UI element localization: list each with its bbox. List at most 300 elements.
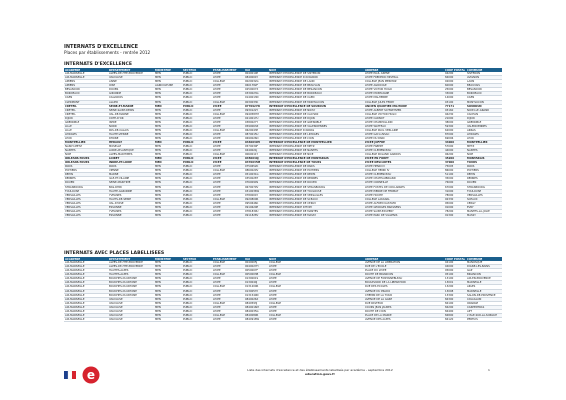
table-cell: GAP (466, 269, 502, 273)
table-cell: 33000 (444, 92, 466, 96)
table-cell: NORD (108, 124, 154, 128)
table-cell: LYCEE DU PARC (364, 136, 444, 140)
table-cell: PUBLIC (182, 96, 212, 100)
table-cell: LYCEE HENRI IV (364, 165, 444, 169)
table-cell: VAUCLUSE (108, 317, 154, 321)
table-cell: NICE (466, 153, 502, 157)
table-cell: INTERNAT D'EXCELLENCE DE GRENOBLE (268, 120, 364, 124)
table-cell: CRETEIL (64, 112, 108, 116)
table-cell: MEN (154, 305, 182, 309)
table-cell: INTERNAT D'EXCELLENCE DE MANTES (268, 209, 364, 213)
column-header: COMMUNE (466, 257, 502, 261)
table-cell: PUBLIC (182, 297, 212, 301)
table-cell: 0130001S (244, 277, 268, 281)
table-cell: INTERNAT D'EXCELLENCE DE SISTERON (268, 72, 364, 76)
table-cell: COLLEGE (212, 261, 244, 265)
table-cell: 0050007F (244, 269, 268, 273)
table-cell: INTERNAT D'EXCELLENCE DE TOULOUSE (268, 189, 364, 193)
table-cell: DIGNE-LES-BAINS (466, 265, 502, 269)
table-cell: 21000 (444, 116, 466, 120)
table-cell: ALLIER (108, 100, 154, 104)
table-cell: VAUCLUSE (108, 309, 154, 313)
table-cell: MOSELLE (108, 145, 154, 149)
table-cell: ESSONNE (108, 213, 154, 217)
table-cell: 31000 (444, 189, 466, 193)
table-cell: YVELINES (108, 193, 154, 197)
table-cell: MONTLUCON (466, 100, 502, 104)
table-cell: INTERNAT D'EXCELLENCE DE BESANCON (268, 88, 364, 92)
table-cell: MARSEILLE (466, 281, 502, 285)
table-cell: INTERNAT D'EXCELLENCE DE SOURDUN (268, 104, 364, 108)
table-cell: SCEAUX (466, 197, 502, 201)
table-cell: LYCEE CARNOT (364, 116, 444, 120)
table-cell: MEN (154, 201, 182, 205)
table-cell: 91300 (444, 213, 466, 217)
section-title-excellence: INTERNATS D'EXCELLENCE (64, 62, 133, 67)
column-header: CODE POSTAL (445, 68, 466, 72)
table-cell: GIRONDE (108, 92, 154, 96)
table-cell: INTERNAT D'EXCELLENCE DE STRASBOURG (268, 185, 364, 189)
table-cell: LYCEE (212, 277, 244, 281)
table-cell: PUBLIC (182, 80, 212, 84)
table-cell: LYCEE (212, 177, 244, 181)
table-cell: LYCEE CHATEAUBRIAND (364, 177, 444, 181)
table-cell: MONTPELLIER (64, 140, 108, 144)
table-cell: CHEMIN DE LA TOUR (364, 293, 444, 297)
table-cell: 44000 (444, 149, 466, 153)
column-header: SECTEUR (182, 257, 212, 261)
table-cell: VERSAILLES (64, 205, 108, 209)
section-title-labellisees: INTERNATS AVEC PLACES LABELLISEES (64, 251, 165, 256)
svg-text:e: e (86, 368, 96, 382)
table-cell: INTERNAT D'EXCELLENCE DE CERGY (268, 201, 364, 205)
table-cell: COLLEGE (212, 301, 244, 305)
table-cell: PUBLIC (182, 277, 212, 281)
table-cell: INTERNAT D'EXCELLENCE DE MONTPELLIER (268, 140, 364, 144)
table-cell: LYCEE FABERT (364, 145, 444, 149)
table-cell: PUBLIC (182, 72, 212, 76)
table-cell: MEN (154, 177, 182, 181)
table-cell: PUBLIC (182, 100, 212, 104)
table-cell: LYCEE HOCHE (364, 193, 444, 197)
table-cell: PUBLIC (182, 309, 212, 313)
page-number: 1 (488, 368, 490, 372)
table-cell: MEN (154, 261, 182, 265)
table-cell: LYCEE (212, 96, 244, 100)
table-cell: MEN (154, 297, 182, 301)
table-cell: PUBLIC (182, 313, 212, 317)
table-cell: HAUTES-ALPES (108, 269, 154, 273)
table-cell: 0131549N (244, 293, 268, 297)
table-cell: LYCEE (268, 297, 364, 301)
table-cell: 0840004Y (244, 76, 268, 80)
table-row (64, 317, 502, 321)
table-cell: PUBLIC (182, 161, 212, 165)
table-cell: ROUEN (64, 181, 108, 185)
table-cell: 95000 (444, 201, 466, 205)
table-cell: SEINE-ET-MARNE (108, 104, 154, 108)
table-cell: MEN (154, 96, 182, 100)
table-cell: LYCEE CLEMENCEAU (364, 149, 444, 153)
table-cell: AIX-EN-PROVENCE (466, 277, 502, 281)
column-header: ETABLISSEMENT (212, 68, 244, 72)
table-cell: 92330 (444, 197, 466, 201)
ministry-logos (64, 366, 102, 384)
table-cell: 69006 (444, 136, 466, 140)
table-cell: BORDEAUX (466, 92, 502, 96)
table-cell: LYCEE (212, 181, 244, 185)
table-cell: 0210017U (244, 116, 268, 120)
table-cell: PUBLIC (182, 317, 212, 321)
table-cell: 78000 (444, 193, 466, 197)
table-cell: LYCEE (212, 185, 244, 189)
table-cell: LYCEE (212, 201, 244, 205)
table-cell: MEN (154, 72, 182, 76)
table-cell: GRENOBLE (64, 120, 108, 124)
table-cell: MARSEILLE (466, 289, 502, 293)
table-cell: COLLEGE ROLAND GARROS (364, 153, 444, 157)
table-cell: VERSAILLES (64, 197, 108, 201)
table-cell: 0940587M (244, 112, 268, 116)
table-cell: PUBLIC (182, 84, 212, 88)
table-cell: AIX-MARSEILLE (64, 285, 108, 289)
table-cell: VIENNE (108, 169, 154, 173)
table-cell: 37000 (444, 161, 466, 165)
table-cell: 04000 (444, 265, 466, 269)
column-header: UAI (244, 68, 268, 72)
table-cell: LYCEE (268, 277, 364, 281)
table-cell: 13200 (444, 285, 466, 289)
table-cell: MARNE (108, 173, 154, 177)
table-cell: COLLEGE (212, 80, 244, 84)
table-cell: ARLES (466, 285, 502, 289)
table-cell: MEN (154, 317, 182, 321)
table-cell: COLLEGE (212, 313, 244, 317)
table-cell: ROUTE DE BRIANCON (364, 273, 444, 277)
table-cell: LYCEE ALBERT SCHWEITZER (364, 108, 444, 112)
column-header: COMMUNE (466, 68, 502, 72)
table-cell: AIX-MARSEILLE (64, 265, 108, 269)
table-cell: CLERMONT (64, 100, 108, 104)
table-cell: 84120 (444, 317, 466, 321)
table-cell: 91000 (444, 205, 466, 209)
table-cell: 77171 (444, 104, 466, 108)
table-cell: COLLEGE (268, 301, 364, 305)
table-cell: YVELINES (108, 209, 154, 213)
table-cell: MASSY (466, 213, 502, 217)
table-cell: LYCEE (212, 189, 244, 193)
column-header: ETABLISSEMENT (212, 257, 244, 261)
table-cell: LYON (64, 136, 108, 140)
table-cell: AVENUE DU PRADO (364, 289, 444, 293)
table-cell: 38000 (444, 120, 466, 124)
table-cell: MEN (154, 128, 182, 132)
table-cell: BESANCON (64, 88, 108, 92)
table-cell: 0450040J (244, 157, 268, 161)
table-cell: LYCEE (212, 293, 244, 297)
table-cell: MONTARGIS (466, 157, 502, 161)
table-cell: LILLE (64, 124, 108, 128)
table-cell: 76000 (444, 181, 466, 185)
table-cell: MEN (154, 145, 182, 149)
column-header: DEPARTEMENT (108, 68, 154, 72)
table-cell: VAUCLUSE (108, 305, 154, 309)
table-cell: INTERNAT D'EXCELLENCE DE NANTES (268, 149, 364, 153)
table-cell: 0920800R (244, 197, 268, 201)
table-cell: PUBLIC (182, 165, 212, 169)
table-cell: MEN (154, 213, 182, 217)
table-cell: MEN (154, 153, 182, 157)
table-cell: LYCEE (212, 297, 244, 301)
table-cell: PUBLIC (182, 112, 212, 116)
table-cell: LYCEE (212, 116, 244, 120)
table-cell: LYCEE MONTAIGNE (364, 92, 444, 96)
table-cell: MEN (154, 149, 182, 153)
table-cell: 0620043P (244, 128, 268, 132)
table-cell: LYCEE MALHERBE (364, 96, 444, 100)
table-cell: 0840035G (244, 309, 268, 313)
table-cell: AIX-MARSEILLE (64, 289, 108, 293)
table-cell: INTERNAT D'EXCELLENCE DE METZ (268, 145, 364, 149)
table-cell: PUBLIC (182, 185, 212, 189)
footer-url: education.gouv.fr (305, 372, 335, 376)
table-cell: INTERNAT D'EXCELLENCE DE RENNES (268, 177, 364, 181)
table-cell: COLLEGE VICTOR HUGO (364, 112, 444, 116)
table-cell: AVENUE DES ALPES (364, 317, 444, 321)
table-cell: BOUCHES-DU-RHONE (108, 285, 154, 289)
table-cell: MEN (154, 116, 182, 120)
table-cell: CAVAILLON (466, 297, 502, 301)
table-cell: COLLEGE (212, 169, 244, 173)
table-cell: VAL-D'OISE (108, 201, 154, 205)
table-cell: MEN (154, 193, 182, 197)
table-cell: ROUTE DE LYON (364, 309, 444, 313)
table-cell: AIX-MARSEILLE (64, 261, 108, 265)
table-cell: INTERNAT D'EXCELLENCE DE LAON (268, 80, 364, 84)
table-cell: PUBLIC (182, 289, 212, 293)
footer (200, 368, 440, 376)
table-cell: 0910620E (244, 205, 268, 209)
table-cell: PUBLIC (182, 173, 212, 177)
table-cell: LYON (466, 136, 502, 140)
labellisees-table (64, 257, 502, 322)
table-cell: COLLEGE (212, 197, 244, 201)
table-cell: PARIS (466, 165, 502, 169)
table-cell: VAUCLUSE (108, 301, 154, 305)
table-cell: 0570030F (244, 145, 268, 149)
table-cell: MEN (154, 197, 182, 201)
table-cell: STRASBOURG (466, 185, 502, 189)
table-cell: BOUCHES-DU-RHONE (108, 289, 154, 293)
table-cell: MEN (154, 281, 182, 285)
table-cell: AMIENS (64, 84, 108, 88)
table-cell: ORLEANS-TOURS (64, 157, 108, 161)
table-cell: 0340039H (244, 140, 268, 144)
table-cell: PUBLIC (182, 293, 212, 297)
table-cell: PAS-DE-CALAIS (108, 128, 154, 132)
table-cell: VAL-DE-MARNE (108, 112, 154, 116)
table-cell: HAUTS-DE-SEINE (108, 197, 154, 201)
table-cell: 0020032G (244, 80, 268, 84)
table-cell: 45200 (444, 157, 466, 161)
table-cell: PUBLIC (182, 132, 212, 136)
table-row (64, 213, 502, 217)
table-cell: AGRICULTURE (154, 84, 182, 88)
table-cell: ALPES-MARITIMES (108, 153, 154, 157)
table-cell: 0750652K (244, 165, 268, 169)
table-cell: PUBLIC (182, 157, 212, 161)
table-cell: 0510031G (244, 173, 268, 177)
table-cell: ILLE-ET-VILAINE (108, 177, 154, 181)
table-cell: L'ISLE-SUR-LA-SORGUE (466, 313, 502, 317)
column-header: MINISTERE (154, 68, 182, 72)
table-cell: LYCEE (212, 193, 244, 197)
table-cell: LYCEE VICTOR HUGO (364, 88, 444, 92)
table-cell: LYCEE DESCARTES (364, 161, 444, 165)
table-cell: INTERNAT D'EXCELLENCE D'EVRY (268, 205, 364, 209)
table-cell: 05000 (444, 269, 466, 273)
table-cell: PUBLIC (182, 153, 212, 157)
table-cell: LYCEE CHAMPOLLION (364, 120, 444, 124)
table-cell: BRIANCON (466, 273, 502, 277)
table-cell: TOURS (466, 161, 502, 165)
table-cell: VAUCLUSE (108, 313, 154, 317)
table-cell: 04200 (444, 72, 466, 76)
table-cell: 0950646K (244, 201, 268, 205)
table-cell: BORDEAUX (64, 92, 108, 96)
table-cell: CRETEIL (64, 108, 108, 112)
table-cell: LYCEE (268, 269, 364, 273)
table-cell: LYCEE GEORGES BRASSENS (364, 205, 444, 209)
table-cell: 0380027Y (244, 120, 268, 124)
table-cell: LYCEE (212, 289, 244, 293)
table-cell: LIMOGES (64, 132, 108, 136)
table-cell: MEN (154, 265, 182, 269)
table-cell: SOURDUN (466, 104, 502, 108)
table-cell: MANTES-LA-JOLIE (466, 209, 502, 213)
table-cell: AIX-MARSEILLE (64, 309, 108, 313)
table-cell: BOUCHES-DU-RHONE (108, 277, 154, 281)
table-cell: MEN (154, 209, 182, 213)
table-cell: LYCEE (212, 205, 244, 209)
table-cell: NANTES (64, 149, 108, 153)
table-cell: INTERNAT D'EXCELLENCE DE CAEN (268, 96, 364, 100)
table-cell: MEN (154, 161, 182, 165)
table-cell: LYCEE (212, 149, 244, 153)
table-cell: MEN (154, 289, 182, 293)
table-cell: AVIGNON (466, 76, 502, 80)
table-cell: LYCEE (212, 309, 244, 313)
table-cell: INTERNAT D'EXCELLENCE D'ARRAS (268, 128, 364, 132)
table-cell: HAUTE-GARONNE (108, 189, 154, 193)
table-cell: 0840016M (244, 305, 268, 309)
column-header: ADRESSE (364, 257, 444, 261)
table-cell: 84200 (444, 305, 466, 309)
table-cell: MEN (154, 104, 182, 108)
table-cell: HAUTE-VIENNE (108, 132, 154, 136)
table-cell: BEAUVAIS (466, 84, 502, 88)
table-cell: LYCEE (212, 108, 244, 112)
table-cell: MEN (154, 301, 182, 305)
table-cell: 0860029V (244, 169, 268, 173)
table-cell: RUE PASTEUR (364, 301, 444, 305)
table-cell: 0930122Y (244, 108, 268, 112)
table-cell: PARIS (108, 165, 154, 169)
table-cell: LYCEE (212, 76, 244, 80)
table-cell: REIMS (64, 173, 108, 177)
table-cell: COLLEGE (212, 128, 244, 132)
table-cell: AIX-MARSEILLE (64, 72, 108, 76)
table-cell: PUBLIC (182, 305, 212, 309)
table-cell: LYCEE (212, 317, 244, 321)
table-cell: MEN (154, 136, 182, 140)
table-cell: MEN (154, 313, 182, 317)
table-cell: PUBLIC (182, 265, 212, 269)
table-cell: COLLEGE (212, 285, 244, 289)
table-cell: INTERNAT D'EXCELLENCE DE NICE (268, 153, 364, 157)
table-cell: AIX-MARSEILLE (64, 305, 108, 309)
table-cell: MEN (154, 185, 182, 189)
table-cell: PUBLIC (182, 120, 212, 124)
column-header: ADRESSE (364, 68, 444, 72)
table-cell: EVRY (466, 205, 502, 209)
table-cell: AIX-MARSEILLE (64, 273, 108, 277)
table-cell: LYCEE PIERRE DE FERMAT (364, 189, 444, 193)
table-cell: PUBLIC (182, 88, 212, 92)
column-header: MINISTERE (154, 257, 182, 261)
table-cell: 0050003B (244, 273, 268, 277)
table-cell: 0840918W (244, 317, 268, 321)
table-cell: INTERNAT D'EXCELLENCE DE VALENCIENNES (268, 124, 364, 128)
table-cell: 0780004Y (244, 193, 268, 197)
table-cell: MEN (154, 285, 182, 289)
table-cell: INTERNAT D'EXCELLENCE DE LYON (268, 136, 364, 140)
table-cell: LYCEE (212, 213, 244, 217)
table-cell: CACHAN (466, 112, 502, 116)
table-cell: COTE-D'OR (108, 116, 154, 120)
table-cell: 84100 (444, 301, 466, 305)
table-cell: INTERNAT D'EXCELLENCE DE VERSAILLES (268, 193, 364, 197)
table-cell: LYCEE (212, 136, 244, 140)
table-cell: LYCEE (268, 309, 364, 313)
table-cell: MEN (154, 120, 182, 124)
table-cell: MEN (154, 273, 182, 277)
table-cell: AIX-MARSEILLE (64, 269, 108, 273)
table-cell: LILLE (64, 128, 108, 132)
table-cell: 75005 (444, 165, 466, 169)
table-cell: LYCEE (212, 305, 244, 309)
table-cell: AIX-MARSEILLE (64, 281, 108, 285)
table-cell: COLLEGE (268, 313, 364, 317)
table-cell: MANOSQUE (466, 261, 502, 265)
table-cell: STRASBOURG (64, 185, 108, 189)
table-cell: LYCEE (212, 124, 244, 128)
table-cell: PUBLIC (182, 116, 212, 120)
table-cell: 0760090S (244, 181, 268, 185)
table-cell: 0060011Y (244, 153, 268, 157)
excellence-table (64, 68, 502, 218)
table-cell: PUBLIC (182, 193, 212, 197)
table-cell: 78200 (444, 209, 466, 213)
table-cell: PUBLIC (182, 281, 212, 285)
column-header: NOM (268, 257, 364, 261)
table-cell: MEN (154, 124, 182, 128)
table-cell: 0690026D (244, 136, 268, 140)
table-cell: RHONE (108, 136, 154, 140)
table-cell: LOIRET (108, 157, 154, 161)
column-header: UAI (244, 257, 268, 261)
table-cell: LYCEE (212, 132, 244, 136)
